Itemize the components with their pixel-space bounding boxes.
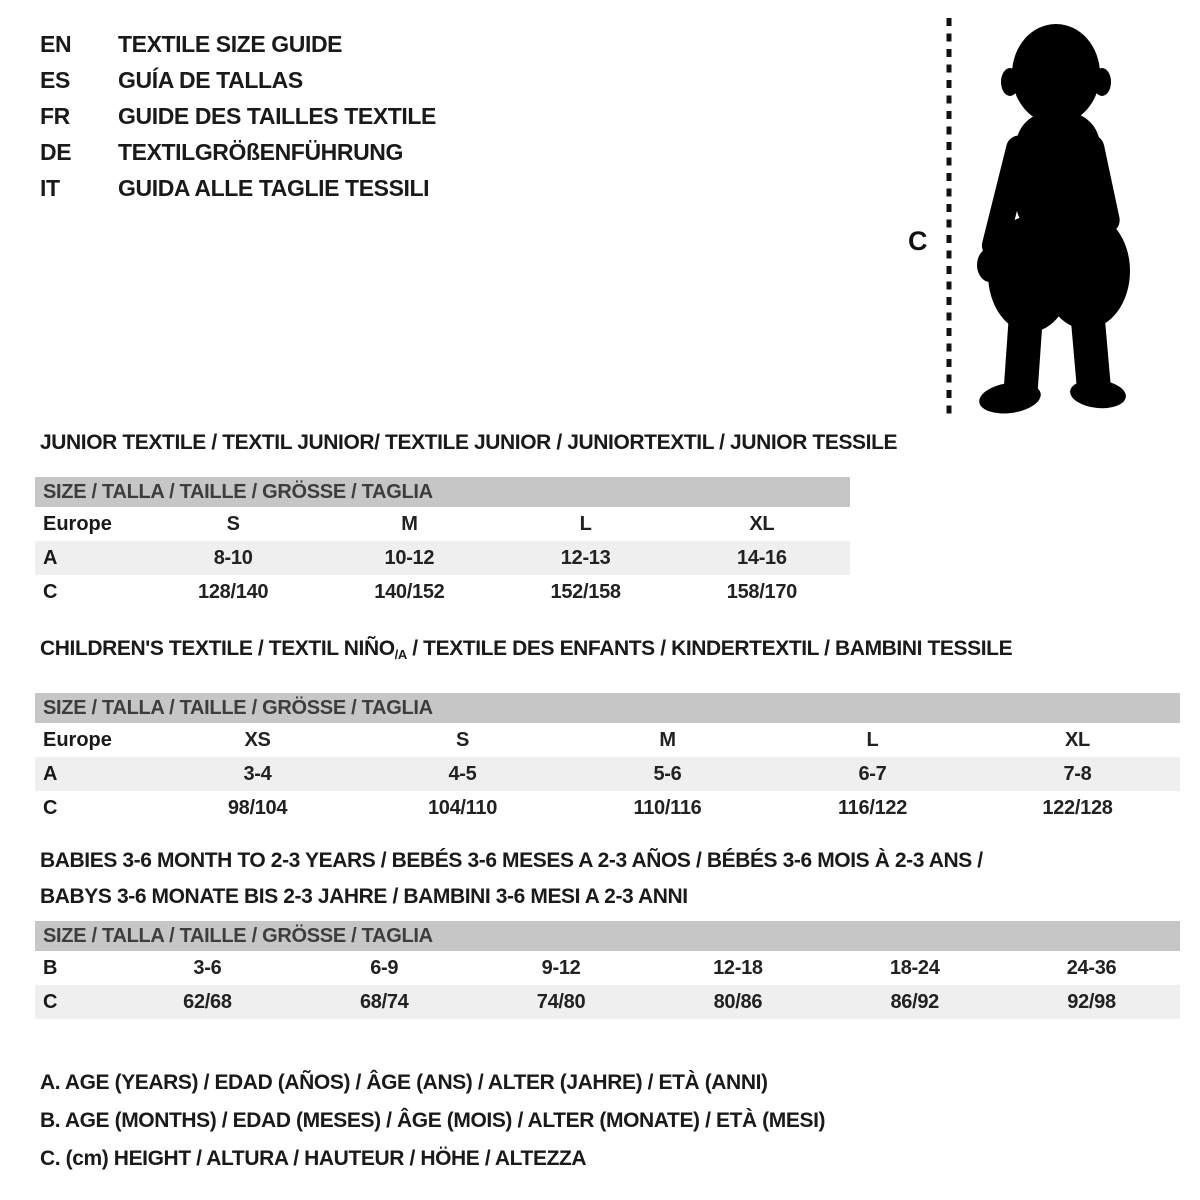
guide-title: GUÍA DE TALLAS bbox=[118, 67, 303, 93]
table-cell: 3-6 bbox=[193, 956, 222, 979]
table-cell: 6-7 bbox=[858, 762, 887, 785]
table-cell: L bbox=[579, 512, 592, 535]
babies-size-table bbox=[35, 921, 1180, 1019]
legend-line-b: B. AGE (MONTHS) / EDAD (MESES) / ÂGE (MOIS) / ALTER (MONATE) / ETÀ (MESI) bbox=[40, 1109, 826, 1132]
table-cell: 68/74 bbox=[359, 990, 409, 1013]
table-cell: M bbox=[659, 728, 676, 751]
lang-row-fr bbox=[40, 98, 436, 134]
height-measure-figure bbox=[900, 12, 1195, 424]
table-cell: 80/86 bbox=[713, 990, 763, 1013]
table-cell: XL bbox=[749, 512, 775, 535]
table-cell: 140/152 bbox=[374, 580, 445, 603]
table-cell: 62/68 bbox=[183, 990, 232, 1013]
table-row-months bbox=[35, 951, 1180, 985]
table-cell: 10-12 bbox=[384, 546, 435, 569]
children-section bbox=[35, 636, 1180, 825]
table-cell: 5-6 bbox=[653, 762, 682, 785]
table-row-age bbox=[35, 541, 850, 575]
lang-row-es bbox=[40, 62, 436, 98]
legend-line-a: A. AGE (YEARS) / EDAD (AÑOS) / ÂGE (ANS) / ALTER (JAHRE) / ETÀ (ANNI) bbox=[40, 1071, 768, 1094]
table-row-europe bbox=[35, 723, 1180, 757]
lang-code: FR bbox=[40, 103, 70, 129]
guide-title: GUIDE DES TAILLES TEXTILE bbox=[118, 103, 436, 129]
table-row-height bbox=[35, 575, 850, 609]
lang-code: IT bbox=[40, 175, 60, 201]
size-header-bar: SIZE / TALLA / TAILLE / GRÖSSE / TAGLIA bbox=[35, 921, 1180, 951]
heading-subscript: /A bbox=[394, 647, 407, 662]
table-cell: 98/104 bbox=[227, 796, 288, 819]
junior-size-table bbox=[35, 477, 850, 609]
table-cell: 4-5 bbox=[448, 762, 477, 785]
babies-section-heading bbox=[40, 843, 990, 915]
table-cell: XS bbox=[244, 728, 271, 751]
lang-row-it bbox=[40, 170, 436, 206]
table-cell: S bbox=[455, 728, 470, 751]
table-cell: L bbox=[866, 728, 879, 751]
babies-section bbox=[35, 843, 1180, 1019]
table-cell: 9-12 bbox=[541, 956, 581, 979]
table-cell: 122/128 bbox=[1042, 796, 1113, 819]
guide-title: TEXTILE SIZE GUIDE bbox=[118, 31, 343, 57]
heading-text: BABIES 3-6 MONTH TO 2-3 YEARS / BEBÉS 3-6 MESES A 2-3 AÑOS / BÉBÉS 3-6 MOIS À 2-3 ANS / bbox=[40, 849, 983, 872]
guide-title: GUIDA ALLE TAGLIE TESSILI bbox=[118, 175, 430, 201]
size-header-bar: SIZE / TALLA / TAILLE / GRÖSSE / TAGLIA bbox=[35, 477, 850, 507]
table-row-age bbox=[35, 757, 1180, 791]
height-measure-label: C bbox=[908, 226, 928, 256]
table-cell: 24-36 bbox=[1066, 956, 1117, 979]
table-cell: 7-8 bbox=[1063, 762, 1092, 785]
heading-text: CHILDREN'S TEXTILE / TEXTIL NIÑO bbox=[40, 637, 395, 660]
heading-text: / TEXTILE DES ENFANTS / KINDERTEXTIL / BAMBINI TESSILE bbox=[406, 637, 1013, 660]
junior-section bbox=[35, 430, 898, 609]
lang-row-en bbox=[40, 26, 436, 62]
row-label: A bbox=[43, 762, 58, 785]
table-cell: 152/158 bbox=[550, 580, 621, 603]
table-cell: M bbox=[401, 512, 418, 535]
table-cell: 8-10 bbox=[213, 546, 253, 569]
table-cell: S bbox=[226, 512, 240, 535]
table-cell: 18-24 bbox=[889, 956, 940, 979]
table-cell: XL bbox=[1065, 728, 1090, 751]
guide-title: TEXTILGRÖßENFÜHRUNG bbox=[118, 139, 403, 165]
heading-text: BABYS 3-6 MONATE BIS 2-3 JAHRE / BAMBINI 3-6 MESI A 2-3 ANNI bbox=[40, 885, 688, 908]
table-row-height bbox=[35, 791, 1180, 825]
table-cell: 128/140 bbox=[198, 580, 269, 603]
table-cell: 158/170 bbox=[726, 580, 797, 603]
row-label: A bbox=[43, 546, 58, 569]
table-cell: 92/98 bbox=[1067, 990, 1116, 1013]
heading-text: JUNIOR TEXTILE / TEXTIL JUNIOR/ TEXTILE JUNIOR / JUNIORTEXTIL / JUNIOR TESSILE bbox=[40, 431, 898, 454]
children-section-heading bbox=[40, 636, 1180, 667]
table-cell: 86/92 bbox=[890, 990, 939, 1013]
table-cell: 14-16 bbox=[737, 546, 787, 569]
row-label: C bbox=[43, 990, 58, 1013]
table-cell: 3-4 bbox=[243, 762, 272, 785]
table-cell: 74/80 bbox=[536, 990, 586, 1013]
lang-code: EN bbox=[40, 31, 72, 57]
lang-code: DE bbox=[40, 139, 72, 165]
row-label: Europe bbox=[43, 728, 112, 751]
row-label: B bbox=[43, 956, 58, 979]
table-cell: 104/110 bbox=[427, 796, 498, 819]
table-cell: 12-18 bbox=[713, 956, 763, 979]
lang-row-de bbox=[40, 134, 436, 170]
language-title-list bbox=[40, 26, 436, 206]
toddler-silhouette-icon bbox=[900, 12, 1195, 424]
row-label: Europe bbox=[43, 512, 112, 535]
table-cell: 116/122 bbox=[837, 796, 908, 819]
table-cell: 110/116 bbox=[633, 796, 702, 819]
table-row-europe bbox=[35, 507, 850, 541]
table-cell: 6-9 bbox=[370, 956, 399, 979]
legend-line-c: C. (cm) HEIGHT / ALTURA / HAUTEUR / HÖHE / ALTEZZA bbox=[40, 1147, 587, 1170]
junior-section-heading bbox=[40, 430, 898, 455]
row-label: C bbox=[43, 796, 58, 819]
legend bbox=[40, 1064, 825, 1178]
table-row-height bbox=[35, 985, 1180, 1019]
lang-code: ES bbox=[40, 67, 70, 93]
table-cell: 12-13 bbox=[560, 546, 611, 569]
size-header-bar: SIZE / TALLA / TAILLE / GRÖSSE / TAGLIA bbox=[35, 693, 1180, 723]
row-label: C bbox=[43, 580, 58, 603]
children-size-table bbox=[35, 693, 1180, 825]
